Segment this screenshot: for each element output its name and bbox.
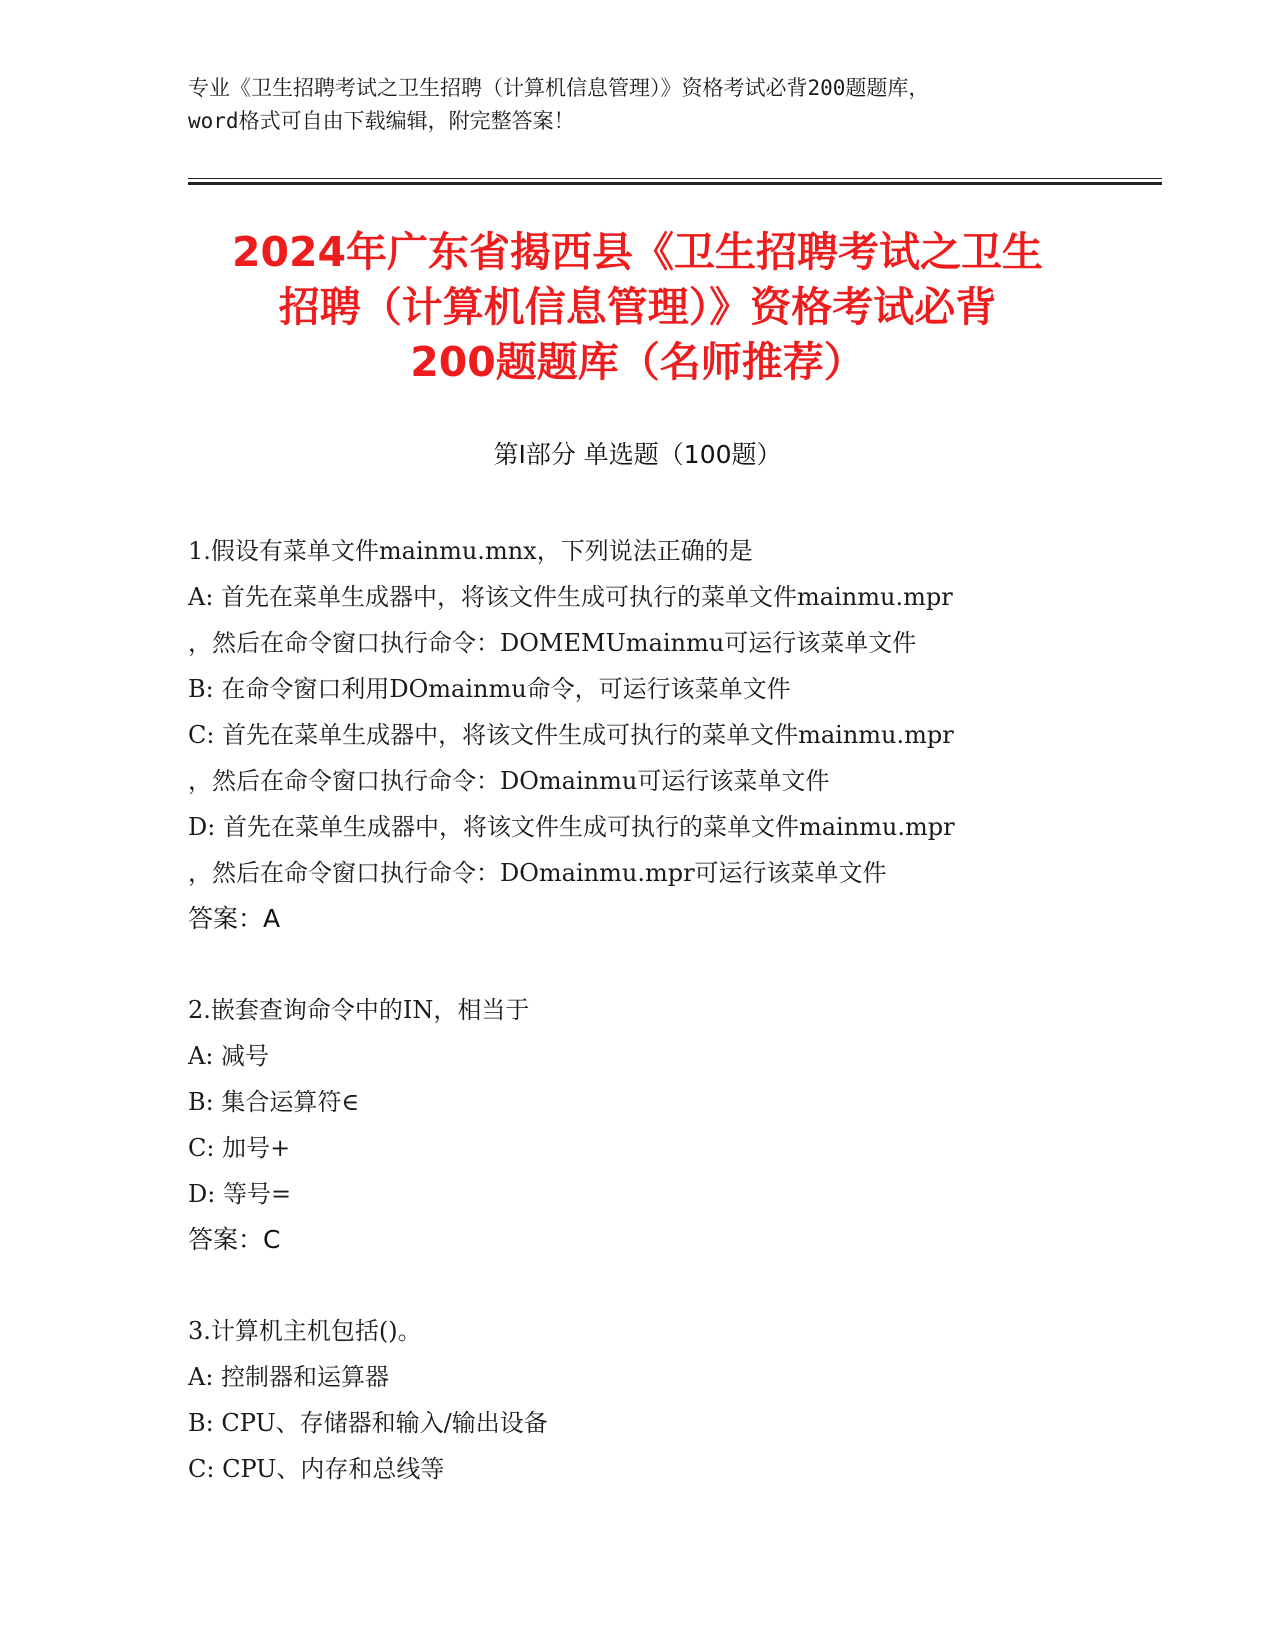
question-stem: 2.嵌套查询命令中的IN，相当于 [188,996,530,1024]
answer-line: 答案：A [188,904,281,933]
header-note [188,72,1148,138]
section-title: 第Ⅰ部分 单选题（100题） [493,440,782,469]
title-line: 2024年广东省揭西县《卫生招聘考试之卫生 [231,228,1044,276]
option-line: C: 首先在菜单生成器中，将该文件生成可执行的菜单文件mainmu.mpr [188,721,954,749]
option-line: B: 在命令窗口利用DOmainmu命令，可运行该菜单文件 [188,675,791,703]
divider [188,178,1162,179]
document-title [170,225,1105,390]
spacer [188,1263,1188,1308]
question-stem: 1.假设有菜单文件mainmu.mnx，下列说法正确的是 [188,537,753,565]
question-list [188,528,1188,1492]
title-line: 200题题库（名师推荐） [410,338,865,386]
question-stem: 3.计算机主机包括()。 [188,1317,422,1345]
option-line: A: 控制器和运算器 [188,1363,390,1391]
option-line: A: 首先在菜单生成器中，将该文件生成可执行的菜单文件mainmu.mpr [188,583,953,611]
divider [188,182,1162,185]
option-line: D: 等号= [188,1180,292,1208]
spacer [188,942,1188,987]
option-line: ，然后在命令窗口执行命令：DOMEMUmainmu可运行该菜单文件 [188,629,917,657]
header-note-line: word格式可自由下载编辑，附完整答案！ [188,109,575,133]
option-line: C: CPU、内存和总线等 [188,1455,445,1483]
option-line: A: 减号 [188,1042,270,1070]
option-line: C: 加号+ [188,1134,291,1162]
option-line: D: 首先在菜单生成器中，将该文件生成可执行的菜单文件mainmu.mpr [188,813,955,841]
question-block [188,528,1188,942]
option-line: ，然后在命令窗口执行命令：DOmainmu可运行该菜单文件 [188,767,830,795]
option-line: ，然后在命令窗口执行命令：DOmainmu.mpr可运行该菜单文件 [188,859,887,887]
option-line: B: 集合运算符∈ [188,1088,360,1116]
question-block [188,987,1188,1263]
header-note-line: 专业《卫生招聘考试之卫生招聘（计算机信息管理）》资格考试必背200题题库， [188,76,930,100]
answer-line: 答案：C [188,1225,281,1254]
title-line: 招聘（计算机信息管理）》资格考试必背 [278,283,997,331]
option-line: B: CPU、存储器和输入/输出设备 [188,1409,548,1437]
question-block [188,1308,1188,1492]
